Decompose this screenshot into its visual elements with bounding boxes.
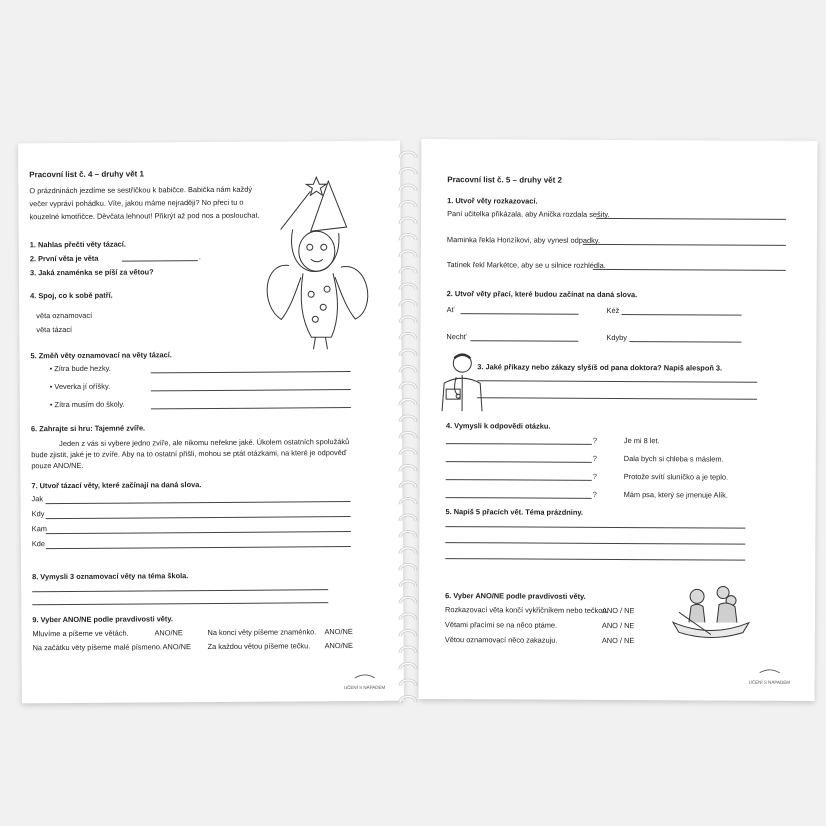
q6-heading: 6. Zahrajte si hru: Tajemné zvíře.: [31, 423, 146, 434]
r-q4-heading: 4. Vymysli k odpovědi otázku.: [445, 421, 551, 431]
r-q6-statement: Větami přacími se na něco ptáme.: [444, 620, 558, 630]
r-q2-answer-line[interactable]: [461, 313, 579, 315]
q9-statement: Za každou větou píšeme tečku.: [207, 641, 311, 652]
fairy-illustration: [258, 169, 379, 355]
r-q6-answer-choice[interactable]: ANO / NE: [601, 635, 635, 646]
r-q5-answer-line[interactable]: [445, 542, 745, 545]
q9-answer-choice[interactable]: ANO/NE: [324, 627, 353, 637]
q5-answer-line[interactable]: [151, 407, 351, 409]
r-q4-answer: Dala bych si chleba s máslem.: [623, 454, 724, 464]
r-q5-answer-line[interactable]: [445, 526, 745, 529]
q9-statement: Na konci věty píšeme znaménko.: [207, 627, 317, 638]
r-q4-question-mark: ?: [592, 471, 597, 481]
r-q2-word: Ať: [446, 305, 455, 315]
q5-item: • Zítra bude hezky.: [49, 363, 111, 374]
q5-item: • Zítra musím do školy.: [49, 399, 125, 410]
r-q5-heading: 5. Napiš 5 přacích vět. Téma prázdniny.: [445, 507, 584, 517]
spiral-binding: [397, 146, 419, 706]
q7-word: Kdy: [31, 509, 45, 519]
r-q4-answer-line[interactable]: [446, 479, 592, 481]
left-page: [18, 141, 404, 704]
r-q4-answer-line[interactable]: [446, 497, 592, 499]
logo-text: UČENÍ S NÁPADEM: [748, 679, 791, 685]
q9-answer-choice[interactable]: ANO/NE: [162, 642, 191, 652]
logo-mark-icon: [352, 672, 376, 680]
r-q3-answer-line[interactable]: [477, 397, 757, 399]
q7-answer-line[interactable]: [46, 546, 351, 549]
r-q3-answer-line[interactable]: [477, 380, 757, 382]
r-q2-answer-line[interactable]: [470, 340, 578, 342]
r-q2-heading: 2. Utvoř věty přací, které budou začínat na daná slova.: [446, 289, 638, 300]
q1-heading: 1. Nahlas přečti věty tázací.: [29, 239, 126, 250]
r-q1-item: Tatínek řekl Markétce, aby se u silnice rozhlédla.: [446, 260, 606, 270]
right-page: [419, 139, 818, 701]
q5-item: • Veverka jí oříšky.: [49, 381, 111, 392]
r-q2-answer-line[interactable]: [629, 341, 741, 343]
q9-answer-choice[interactable]: ANO/NE: [324, 641, 353, 651]
r-q4-answer: Protože svítí sluníčko a je teplo.: [623, 472, 729, 482]
r-q4-question-mark: ?: [592, 453, 597, 463]
q7-word: Kam: [31, 524, 47, 534]
r-q2-word: Kéž: [606, 305, 620, 316]
q5-answer-line[interactable]: [151, 371, 351, 373]
q8-answer-line[interactable]: [32, 589, 328, 592]
r-q4-answer-line[interactable]: [446, 443, 592, 445]
r-q4-answer: Mám psa, který se jmenuje Alík.: [623, 490, 728, 500]
r-q6-answer-choice[interactable]: ANO / NE: [601, 605, 635, 616]
r-q6-statement: Rozkazovací věta končí vykřičníkem nebo tečkou.: [444, 605, 609, 615]
logo-mark-icon: [757, 667, 781, 675]
r-q4-answer-line[interactable]: [446, 461, 592, 463]
q8-heading: 8. Vymysli 3 oznamovací věty na téma škola.: [32, 571, 189, 582]
r-q2-word: Nechť: [446, 332, 467, 342]
q7-answer-line[interactable]: [46, 531, 351, 534]
r-q4-question-mark: ?: [592, 435, 598, 445]
publisher-logo: [749, 662, 791, 685]
r-q3-heading: 3. Jaké příkazy nebo zákazy slyšíš od pana doktora? Napiš alespoň 3.: [477, 362, 723, 373]
r-q1-item: Paní učitelka přikázala, aby Anička rozdala sešity.: [447, 209, 610, 219]
q5-answer-line[interactable]: [151, 389, 351, 391]
r-q2-answer-line[interactable]: [622, 314, 742, 316]
publisher-logo: [344, 667, 386, 690]
r-q1-answer-line[interactable]: [593, 269, 786, 271]
q4-item: věta oznamovací: [36, 310, 93, 321]
q9-answer-choice[interactable]: ANO/NE: [154, 628, 183, 638]
r-q1-answer-line[interactable]: [596, 218, 786, 220]
q7-answer-line[interactable]: [46, 516, 351, 519]
r-q1-heading: 1. Utvoř věty rozkazovací.: [447, 196, 538, 206]
r-q6-statement: Větou oznamovací něco zakazuju.: [444, 635, 558, 645]
r-q2-word: Kdyby: [606, 332, 628, 343]
logo-text: UČENÍ S NÁPADEM: [343, 684, 386, 691]
r-q4-answer: Je mi 8 let.: [623, 436, 660, 446]
q8-answer-line[interactable]: [32, 602, 328, 605]
r-q1-item: Maminka řekla Honzíkovi, aby vynesl odpadky.: [446, 235, 601, 245]
q2-heading: 2. První věta je věta: [29, 253, 99, 264]
q2-period: .: [198, 252, 201, 262]
q7-heading: 7. Utvoř tázací věty, které začínají na daná slova.: [31, 480, 202, 491]
q3-heading: 3. Jaká znaménka se píší za větou?: [29, 267, 154, 278]
q5-heading: 5. Změň věty oznamovací na věty tázací.: [30, 350, 172, 361]
boat-illustration: [671, 578, 751, 642]
left-page-title: Pracovní list č. 4 – druhy vět 1: [29, 169, 145, 180]
r-q6-answer-choice[interactable]: ANO / NE: [601, 620, 635, 631]
q2-answer-line[interactable]: [122, 260, 198, 262]
q6-text: Jeden z vás si vybere jedno zvíře, ale nikomu neřekne jaké. Úkolem ostatních spolužáků bude zjistit, jaké je to zvíře. Aby na to ostatní přišli, mohou se ptát otázkami, na které je odpověď pouze ANO/NE.: [31, 437, 350, 471]
right-page-title: Pracovní list č. 5 – druhy vět 2: [447, 175, 562, 185]
q7-word: Jak: [31, 494, 44, 504]
q4-heading: 4. Spoj, co k sobě patří.: [30, 290, 113, 301]
q9-heading: 9. Vyber ANO/NE podle pravdivosti věty.: [32, 614, 174, 625]
q7-answer-line[interactable]: [46, 501, 351, 504]
q9-statement: Mluvíme a píšeme ve větách.: [32, 628, 129, 639]
r-q6-heading: 6. Vyber ANO/NE podle pravdivosti věty.: [445, 591, 586, 601]
q9-statement: Na začátku věty píšeme malé písmeno.: [32, 642, 163, 653]
r-q5-answer-line[interactable]: [445, 558, 745, 561]
intro-text: O prázdninách jezdíme se sestřičkou k babičce. Babička nám každý večer vypráví pohádku. Víte, jakou máme nejraději? No přeci tu o kouzelné kmotřičce. Děvčata lehnout! Přikrýt až pod nos a poslouchat.: [29, 184, 260, 222]
q4-item: věta tázací: [36, 324, 73, 335]
q7-word: Kde: [31, 539, 46, 549]
r-q4-question-mark: ?: [592, 489, 597, 499]
r-q1-answer-line[interactable]: [583, 244, 786, 246]
